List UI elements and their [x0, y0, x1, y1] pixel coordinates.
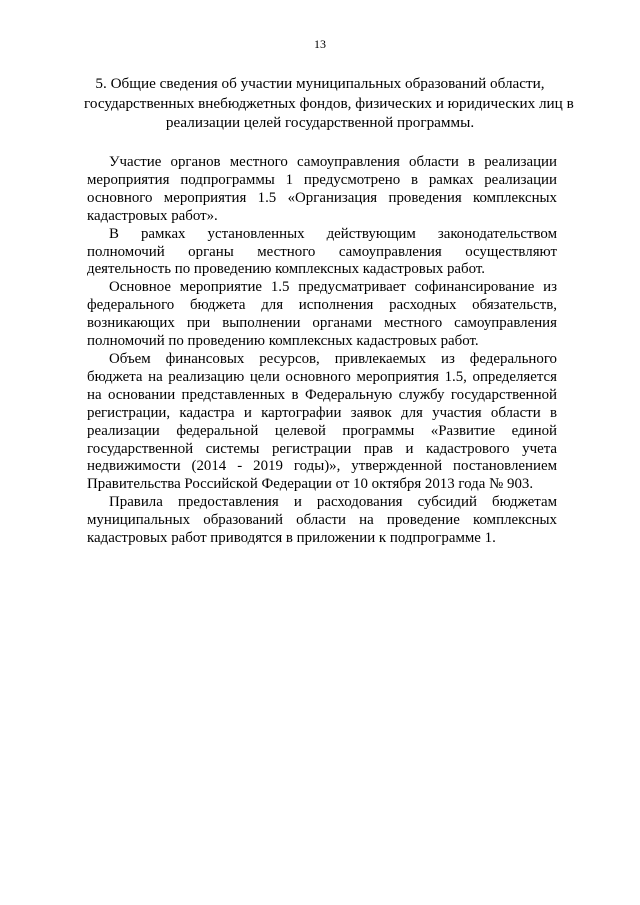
section-title-line-2: государственных внебюджетных фондов, физических и юридических лиц в — [84, 94, 574, 112]
section-title — [84, 74, 574, 133]
paragraph-4: Объем финансовых ресурсов, привлекаемых из федерального бюджета на реализацию цели основного мероприятия 1.5, определяется на основании представленных в Федеральную службу государственной регистрации, кадастра и картографии заявок для участия области в реализации федеральной целевой программы «Развитие единой государственной системы регистрации прав и кадастрового учета недвижимости (2014 - 2019 годы)», утвержденной постановлением Правительства Российской Федерации от 10 октября 2013 года № 903. — [87, 350, 557, 493]
page-number: 13 — [314, 37, 326, 51]
paragraph-3: Основное мероприятие 1.5 предусматривает софинансирование из федерального бюджета для исполнения расходных обязательств, возникающих при выполнении органами местного самоуправления полномочий по проведению комплексных кадастровых работ. — [87, 279, 557, 350]
paragraph-2: В рамках установленных действующим законодательством полномочий органы местного самоуправления осуществляют деятельность по проведению комплексных кадастровых работ. — [87, 225, 557, 278]
section-title-line-3: реализации целей государственной программы. — [165, 114, 475, 131]
paragraph-1: Участие органов местного самоуправления области в реализации мероприятия подпрограммы 1 предусмотрено в рамках реализации основного мероприятия 1.5 «Организация проведения комплексных кадастровых работ». — [87, 154, 557, 224]
paragraph-5: Правила предоставления и расходования субсидий бюджетам муниципальных образований области на проведение комплексных кадастровых работ приводятся в приложении к подпрограмме 1. — [87, 494, 557, 547]
section-title-line-1: 5. Общие сведения об участии муниципальных образований области, — [95, 75, 545, 92]
section-body — [87, 154, 557, 548]
